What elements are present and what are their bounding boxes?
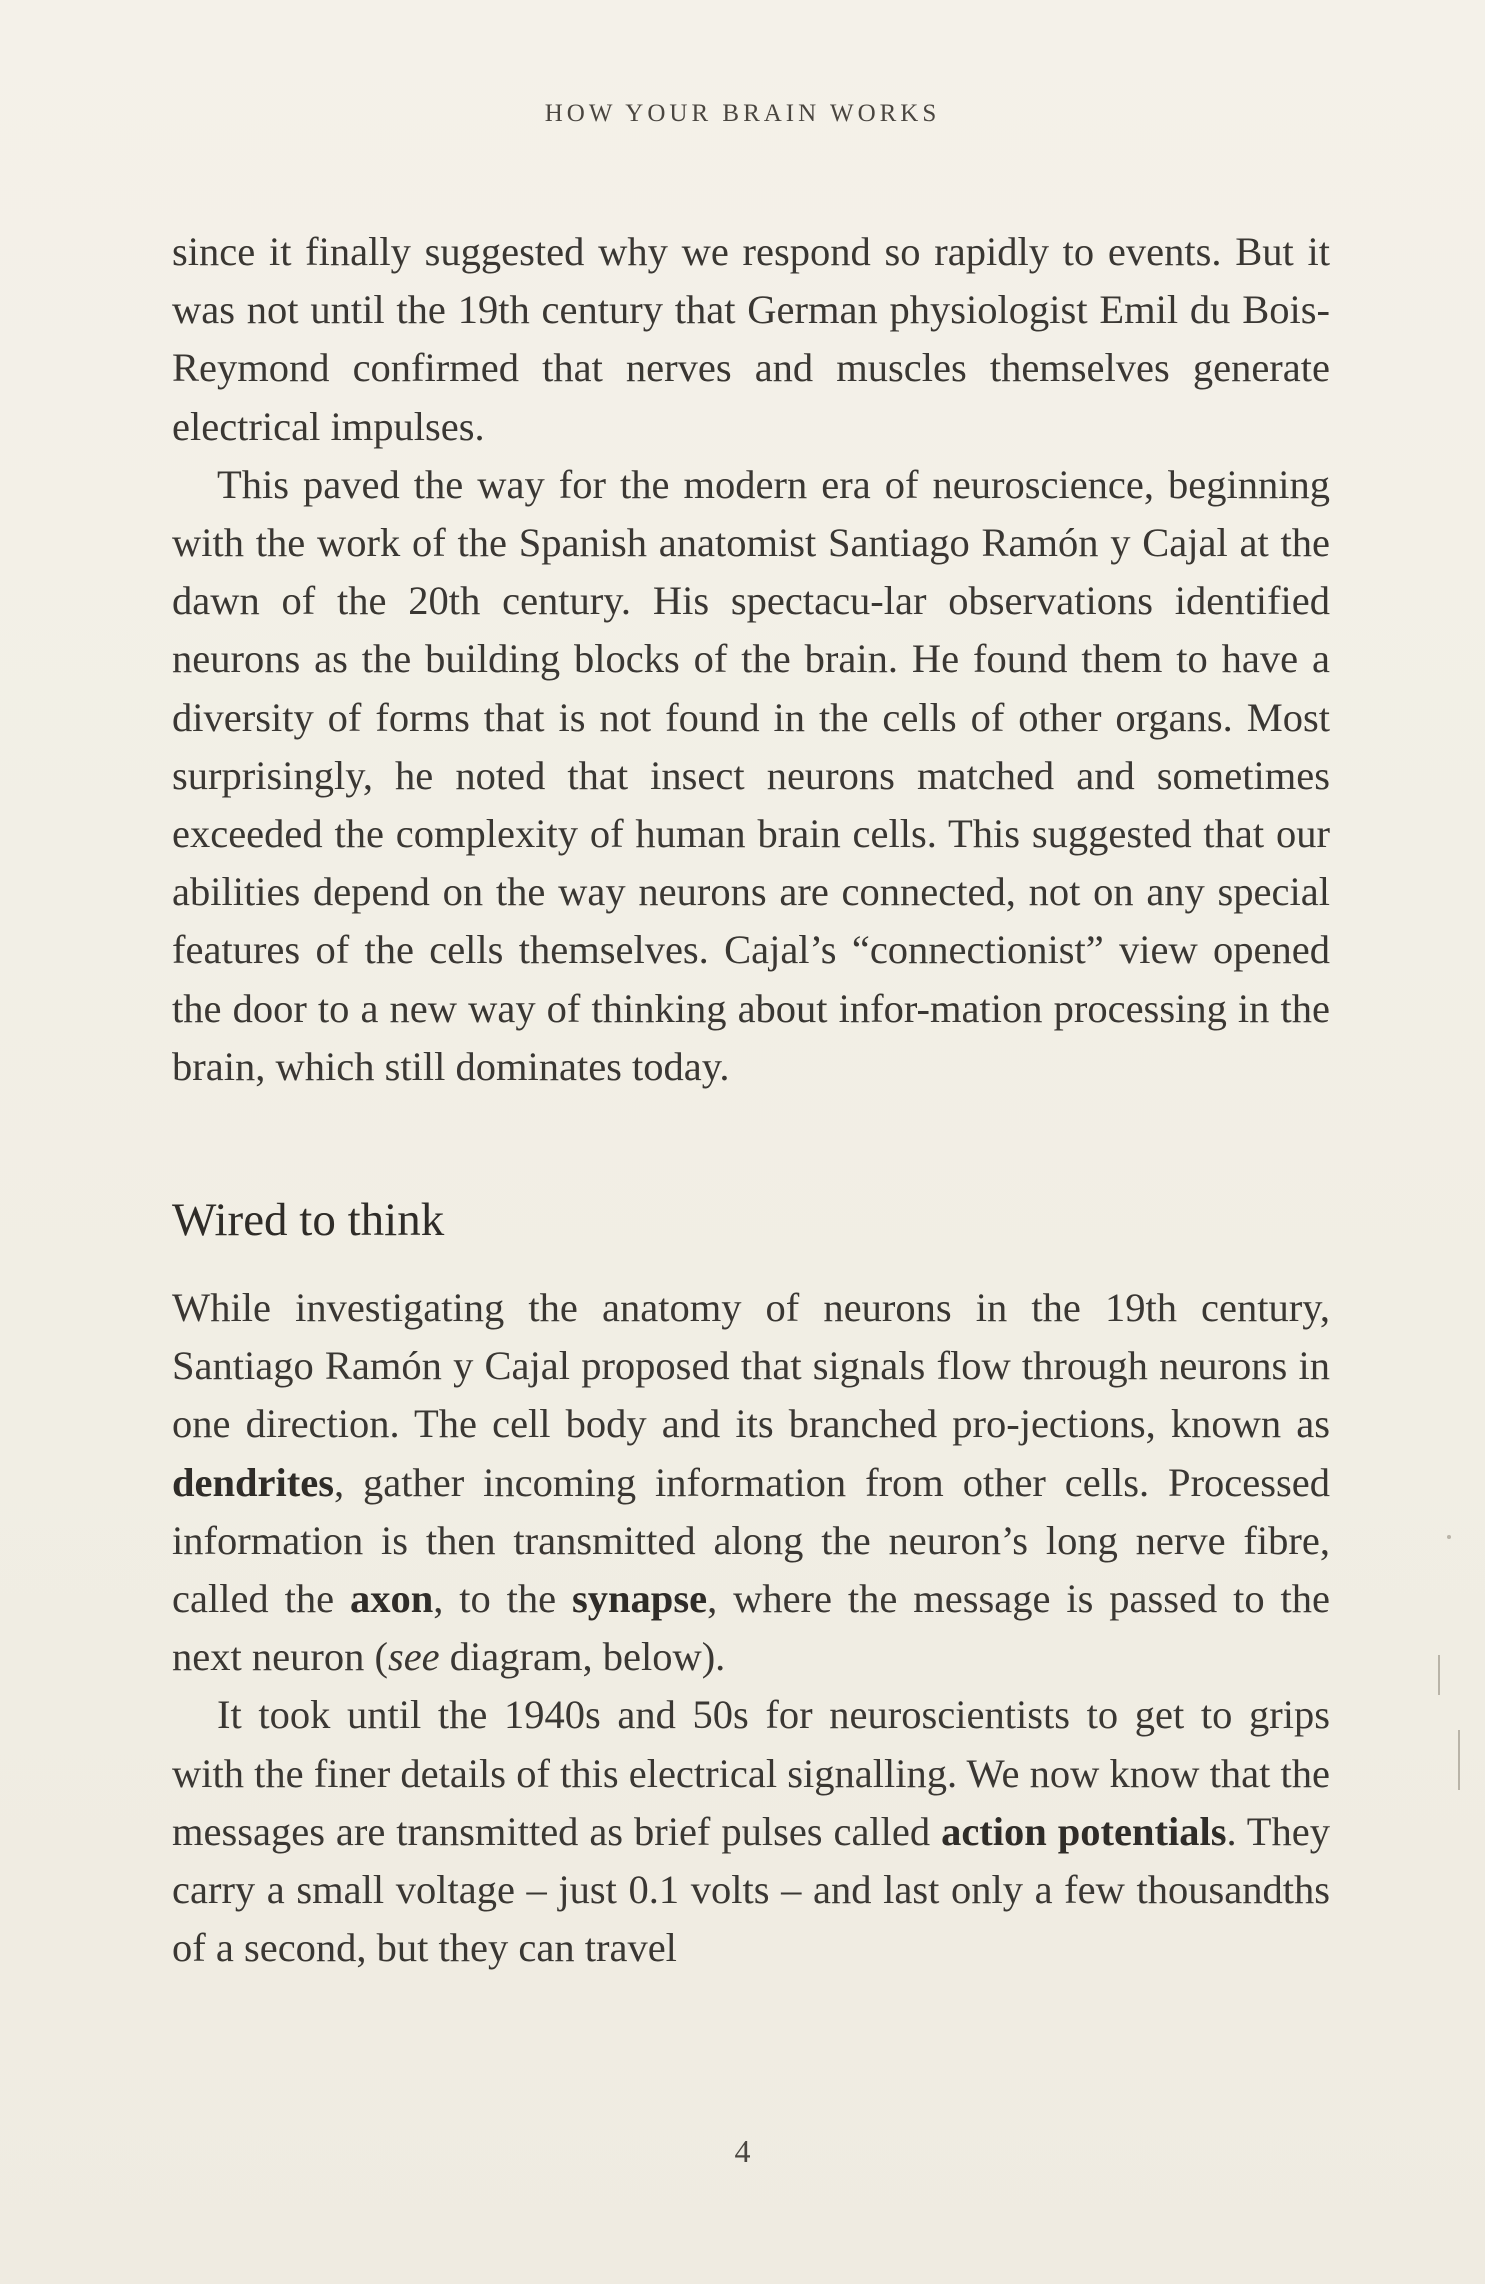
section-heading: Wired to think: [172, 1194, 445, 1246]
term-action-potentials: action potentials: [941, 1808, 1227, 1854]
term-dendrites: dendrites: [172, 1459, 334, 1505]
paragraph-wired: [172, 1279, 1330, 1686]
margin-dot: [1447, 1535, 1451, 1539]
running-head: HOW YOUR BRAIN WORKS: [544, 100, 941, 127]
margin-smudge: [1438, 1655, 1440, 1695]
term-axon: axon: [349, 1576, 434, 1622]
paragraph-continued: since it finally suggested why we respond so rapidly to events. But it was not until the 19th century that German physiologist Emil du Bois-Reymond confirmed that nerves and muscles themselves generate electrical impulses.: [172, 229, 1330, 449]
text-run: , to the: [433, 1576, 573, 1622]
text-run: diagram, below).: [439, 1634, 726, 1680]
paragraph-cajal: This paved the way for the modern era of neuroscience, beginning with the work of the Spanish anatomist Santiago Ramón y Cajal at the dawn of the 20th century. His spectacu-lar observations identified neurons as the building blocks of the brain. He found them to have a diversity of forms that is not found in the cells of other organs. Most surprisingly, he noted that insect neurons matched and sometimes exceeded the complexity of human brain cells. This suggested that our abilities depend on the way neurons are connected, not on any special features of the cells themselves. Cajal’s “connectionist” view opened the door to a new way of thinking about infor-mation processing in the brain, which still dominates today.: [172, 461, 1330, 1089]
text-run: It took until the 1940s and 50s for neuroscientists to get to grips with the finer details of this electrical signalling. We now know that the messages are transmitted as brief pulses called: [172, 1692, 1330, 1854]
section-text: [172, 1279, 1330, 1977]
margin-smudge: [1458, 1730, 1460, 1790]
paragraph-action-potentials: [172, 1686, 1330, 1977]
text-run: , gather incoming information from other cells. Processed information is then transmitted along the neuron’s long nerve fibre, called the: [172, 1459, 1330, 1622]
term-synapse: synapse: [572, 1576, 708, 1622]
text-run: . They carry a small voltage – just 0.1 volts – and last only a few thousandths of a second, but they can travel: [172, 1808, 1331, 1971]
opening-text: [172, 223, 1330, 1096]
text-run: , where the message is passed to the next neuron (: [172, 1576, 1330, 1680]
page-number: 4: [734, 2133, 751, 2169]
see-reference: see: [387, 1634, 440, 1680]
text-run: While investigating the anatomy of neurons in the 19th century, Santiago Ramón y Cajal proposed that signals flow through neurons in one direction. The cell body and its branched pro-jections, known as: [172, 1285, 1330, 1447]
